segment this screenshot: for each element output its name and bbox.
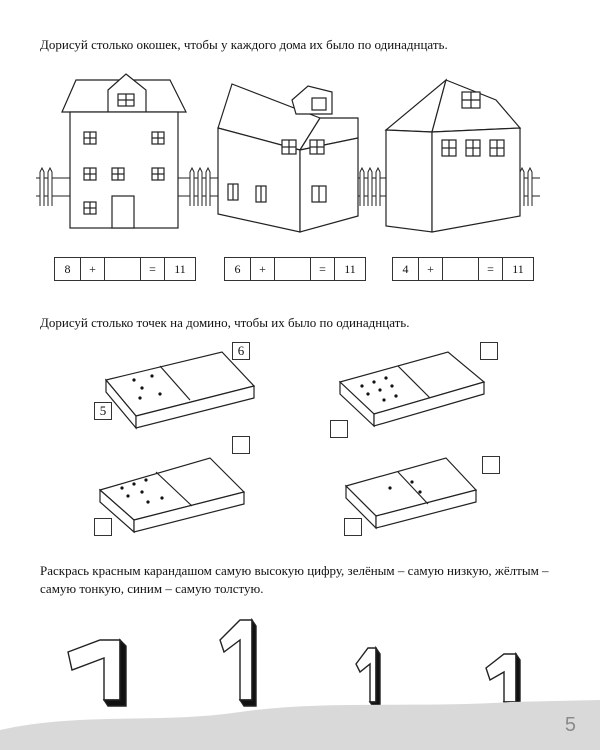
task-domino-instruction: Дорисуй столько точек на домино, чтобы их было по одинаднцать. <box>40 315 410 330</box>
domino-4 <box>346 458 476 528</box>
eq-2-equals: = <box>311 258 335 280</box>
eq-1-equals: = <box>141 258 165 280</box>
domino-2 <box>340 352 484 426</box>
eq-2-addend: 6 <box>225 258 251 280</box>
task-colors-instruction: Раскрась красным карандашом самую высокую цифру, зелёным – самую низкую, жёлтым – самую тонкую, синим – самую толстую. <box>40 563 549 596</box>
bottom-wave-decoration <box>0 700 600 750</box>
house-3-windows <box>442 140 504 156</box>
domino-3-left-box[interactable] <box>94 518 112 536</box>
domino-2-left-box[interactable] <box>330 420 348 438</box>
eq-1-answer-box[interactable] <box>105 258 141 280</box>
eq-2-plus: + <box>251 258 275 280</box>
domino-4-right-box[interactable] <box>482 456 500 474</box>
eq-3-answer-box[interactable] <box>443 258 479 280</box>
eq-3-plus: + <box>419 258 443 280</box>
digit-one-group <box>68 620 520 708</box>
domino-1-left-box[interactable]: 5 <box>94 402 112 420</box>
digit-one-thin <box>356 648 376 702</box>
digit-one-tall <box>220 620 252 700</box>
task-windows-instruction: Дорисуй столько окошек, чтобы у каждого дома их было по одинаднцать. <box>40 37 448 52</box>
domino-4-left-box[interactable] <box>344 518 362 536</box>
digit-one-short <box>486 654 516 702</box>
domino-1 <box>106 352 254 428</box>
eq-3-addend: 4 <box>393 258 419 280</box>
house-3 <box>386 80 520 232</box>
domino-2-right-box[interactable] <box>480 342 498 360</box>
domino-1-right-box[interactable]: 6 <box>232 342 250 360</box>
house-1 <box>62 74 186 228</box>
equation-row-2 <box>224 257 366 281</box>
eq-2-result: 11 <box>344 261 356 276</box>
domino-3 <box>100 458 244 532</box>
domino-3-right-box[interactable] <box>232 436 250 454</box>
eq-1-plus: + <box>81 258 105 280</box>
digit-one-wide <box>68 640 120 700</box>
eq-3-equals: = <box>479 258 503 280</box>
house-1-door <box>112 196 134 228</box>
equation-row-1 <box>54 257 196 281</box>
equation-row-3 <box>392 257 534 281</box>
eq-1-result: 11 <box>174 261 186 276</box>
page-number: 5 <box>564 714 576 736</box>
house-2 <box>218 84 358 232</box>
eq-3-result: 11 <box>512 261 524 276</box>
eq-2-answer-box[interactable] <box>275 258 311 280</box>
eq-1-addend: 8 <box>55 258 81 280</box>
